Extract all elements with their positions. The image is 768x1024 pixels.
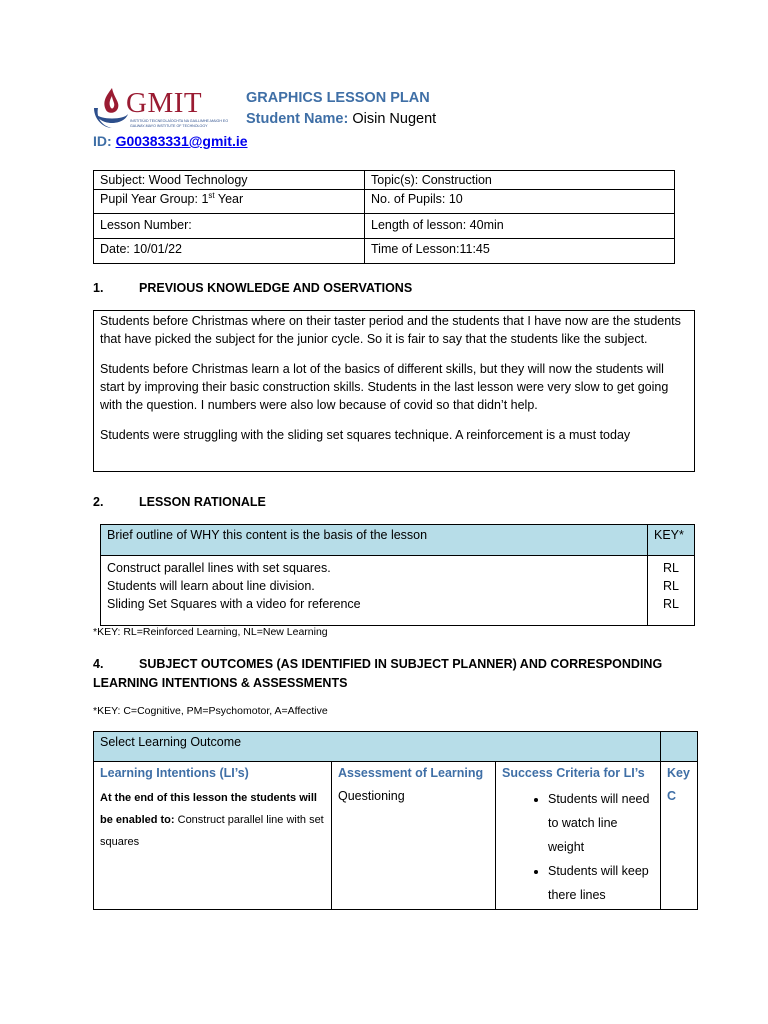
learning-outcomes-table bbox=[93, 731, 698, 910]
topic-cell: Topic(s): Construction bbox=[365, 171, 675, 190]
list-item: Sliding Set Squares with a video for reference bbox=[107, 597, 361, 611]
student-id-line bbox=[93, 133, 248, 149]
student-name-line bbox=[246, 111, 436, 127]
previous-knowledge-para-2: Students before Christmas learn a lot of the basics of different skills, but they will now the students will start by improving their basic construction skills. Students in the last lesson were very slow to get going with the question. I numbers were also low because of covid so that didn’t help. bbox=[100, 362, 669, 412]
select-outcome-key-cell bbox=[661, 732, 698, 762]
pupils-cell: No. of Pupils: 10 bbox=[365, 190, 675, 214]
success-criteria-list bbox=[502, 787, 654, 907]
rationale-keys-cell bbox=[648, 556, 695, 626]
key-header: Key bbox=[667, 766, 690, 780]
subject-cell: Subject: Wood Technology bbox=[94, 171, 365, 190]
section-4-heading-line-1: SUBJECT OUTCOMES (AS IDENTIFIED IN SUBJECT PLANNER) AND CORRESPONDING bbox=[139, 657, 663, 671]
rationale-key-header: KEY* bbox=[648, 525, 695, 556]
key-value: C bbox=[667, 789, 677, 803]
success-criteria-header: Success Criteria for LI’s bbox=[502, 766, 645, 780]
year-group-cell: Pupil Year Group: 1st Year bbox=[94, 190, 365, 214]
assessment-cell bbox=[332, 762, 496, 910]
list-item: • Students will need to watch line weight bbox=[548, 787, 654, 859]
rationale-key-note: *KEY: RL=Reinforced Learning, NL=New Learning bbox=[93, 626, 328, 638]
list-item: • Students will keep there lines bbox=[548, 859, 654, 907]
list-item: Construct parallel lines with set squares. bbox=[107, 561, 331, 575]
key-cell bbox=[661, 762, 698, 910]
success-criteria-cell bbox=[496, 762, 661, 910]
logo-wordmark: GMIT bbox=[126, 87, 203, 119]
section-2-heading: LESSON RATIONALE bbox=[139, 495, 266, 509]
learning-intentions-header: Learning Intentions (LI’s) bbox=[100, 766, 249, 780]
section-1-number: 1. bbox=[93, 281, 104, 295]
list-item: Students will learn about line division. bbox=[107, 579, 315, 593]
student-name-value: Oisin Nugent bbox=[352, 111, 437, 127]
rationale-outline-header: Brief outline of WHY this content is the basis of the lesson bbox=[101, 525, 648, 556]
lesson-length-cell: Length of lesson: 40min bbox=[365, 214, 675, 239]
document-title: GRAPHICS LESSON PLAN bbox=[246, 90, 430, 106]
section-4-number: 4. bbox=[93, 657, 104, 671]
assessment-value: Questioning bbox=[338, 789, 405, 803]
lesson-rationale-table bbox=[100, 524, 695, 626]
outcomes-key-note: *KEY: C=Cognitive, PM=Psychomotor, A=Affective bbox=[93, 705, 328, 717]
student-email-link[interactable]: G00383331@gmit.ie bbox=[115, 133, 248, 149]
previous-knowledge-box bbox=[93, 310, 695, 472]
rationale-key-value: RL bbox=[663, 561, 679, 575]
previous-knowledge-para-3: Students were struggling with the sliding set squares technique. A reinforcement is a must today bbox=[100, 428, 631, 442]
rationale-key-value: RL bbox=[663, 597, 679, 611]
lesson-info-table bbox=[93, 170, 675, 264]
student-name-label: Student Name: bbox=[246, 111, 349, 127]
student-id-label: ID: bbox=[93, 133, 112, 149]
date-cell: Date: 10/01/22 bbox=[94, 239, 365, 264]
lesson-number-cell: Lesson Number: bbox=[94, 214, 365, 239]
learning-intentions-body: At the end of this lesson the students will be enabled to: Construct parallel line with set squares bbox=[100, 792, 324, 848]
logo-subtitle-english: GALWAY-MAYO INSTITUTE OF TECHNOLOGY bbox=[130, 124, 208, 128]
select-learning-outcome-cell: Select Learning Outcome bbox=[94, 732, 661, 762]
logo-subtitle-irish: INSTITIÚID TEICNEOLAÍOCHTA NA GAILLIMHE-MAIGH EO bbox=[130, 119, 229, 123]
learning-intentions-cell bbox=[94, 762, 332, 910]
lesson-time-cell: Time of Lesson:11:45 bbox=[365, 239, 675, 264]
section-2-number: 2. bbox=[93, 495, 104, 509]
assessment-header: Assessment of Learning bbox=[338, 766, 484, 780]
rationale-key-value: RL bbox=[663, 579, 679, 593]
section-1-heading: PREVIOUS KNOWLEDGE AND OSERVATIONS bbox=[139, 281, 413, 295]
section-4-heading-line-2: LEARNING INTENTIONS & ASSESSMENTS bbox=[93, 676, 348, 690]
rationale-items-cell bbox=[101, 556, 648, 626]
gmit-logo bbox=[92, 86, 229, 132]
previous-knowledge-para-1: Students before Christmas where on their taster period and the students that I have now are the students that have picked the subject for the junior cycle. So it is fair to say that the students like the subject. bbox=[100, 314, 681, 346]
